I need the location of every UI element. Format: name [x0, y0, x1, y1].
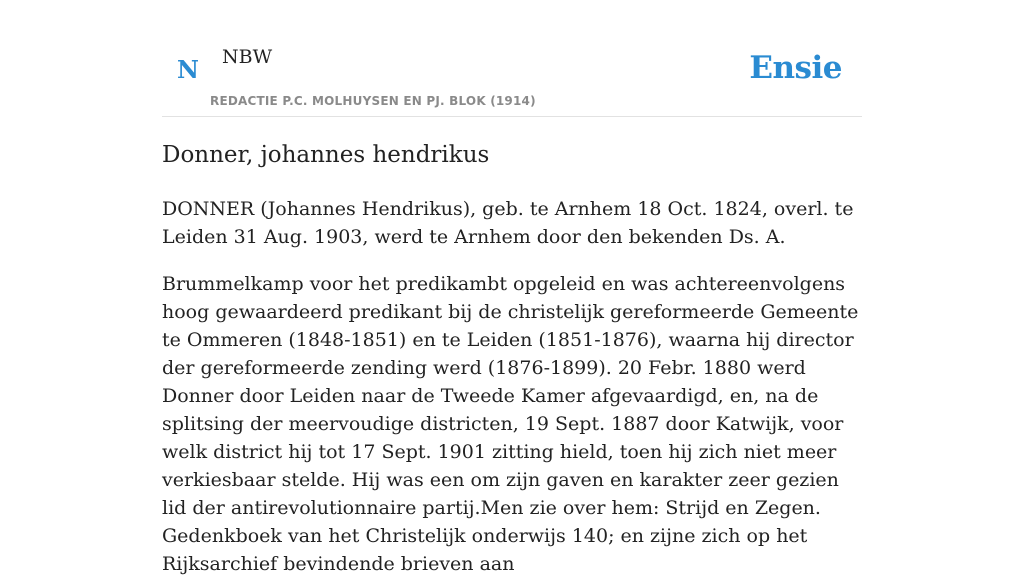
- article: [162, 140, 862, 578]
- site-header: [162, 0, 862, 117]
- article-paragraph: DONNER (Johannes Hendrikus), geb. te Arnhem 18 Oct. 1824, overl. te Leiden 31 Aug. 1903, werd te Arnhem door den bekenden Ds. A.: [162, 198, 854, 248]
- source-editors: REDACTIE P.C. MOLHUYSEN EN PJ. BLOK (1914): [210, 94, 536, 108]
- brand-logo[interactable]: Ensie: [749, 50, 842, 86]
- article-title: Donner, johannes hendrikus: [162, 142, 490, 168]
- source-name[interactable]: NBW: [222, 46, 273, 68]
- source-logo-icon[interactable]: N: [177, 55, 199, 84]
- article-paragraph: Brummelkamp voor het predikambt opgeleid en was achtereenvolgens hoog gewaardeerd predikant bij de christelijk gereformeerde Gemeente te Ommeren (1848-1851) en te Leiden (1851-1876), waarna hij director der gereformeerde zending werd (1876-1899). 20 Febr. 1880 werd Donner door Leiden naar de Tweede Kamer afgevaardigd, en, na de splitsing der meervoudige districten, 19 Sept. 1887 door Katwijk, voor welk district hij tot 17 Sept. 1901 zitting hield, toen hij zich niet meer verkiesbaar stelde. Hij was een om zijn gaven en karakter zeer gezien lid der antirevolutionnaire partij.Men zie over hem: Strijd en Zegen. Gedenkboek van het Christelijk onderwijs 140; en zijne zich op het Rijksarchief bevindende brieven aan: [162, 273, 859, 575]
